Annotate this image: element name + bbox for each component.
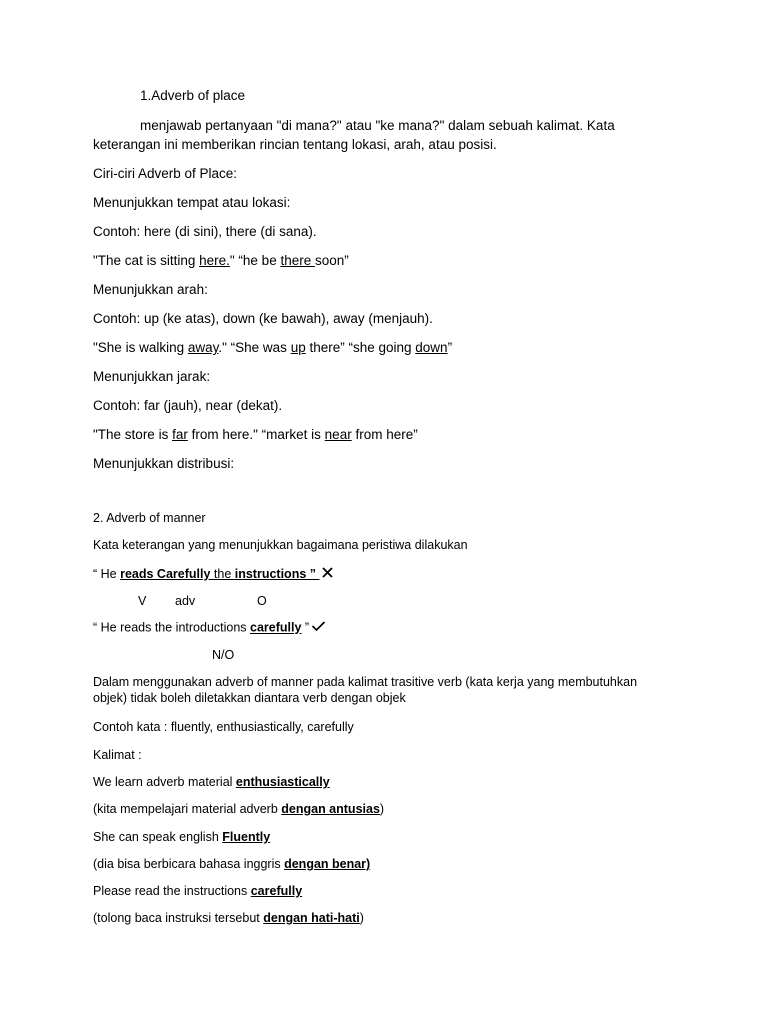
- arah-ex-part: there” “she going: [305, 340, 416, 355]
- section1-intro-line2: keterangan ini memberikan rincian tentang lokasi, arah, atau posisi.: [93, 137, 497, 152]
- wrong-ex-part: “ He: [93, 567, 121, 582]
- arah-ex-keyword-away: away: [187, 340, 219, 355]
- cross-mark-icon: [321, 566, 334, 584]
- distribusi-heading: Menunjukkan distribusi:: [93, 456, 235, 471]
- section2-title: 2. Adverb of manner: [93, 511, 206, 525]
- sentence-text: (dia bisa berbicara bahasa inggris: [93, 857, 285, 871]
- lokasi-ex-keyword-there: there: [280, 253, 315, 268]
- right-ex-carefully: carefully: [250, 620, 302, 635]
- lokasi-ex-keyword-here: here.: [199, 253, 230, 268]
- arah-ex-keyword-up: up: [290, 340, 306, 355]
- arah-heading: Menunjukkan arah:: [93, 282, 208, 297]
- sentence-line: [93, 830, 270, 846]
- jarak-ex-keyword-near: near: [324, 427, 352, 442]
- sentence-text: (kita mempelajari material adverb: [93, 802, 282, 816]
- sentence-text: She can speak english: [93, 830, 223, 844]
- arah-contoh: Contoh: up (ke atas), down (ke bawah), away (menjauh).: [93, 311, 433, 326]
- sentence-text: We learn adverb material: [93, 775, 236, 789]
- sentence-line: [93, 775, 330, 791]
- arah-ex-part: "She is walking: [93, 340, 188, 355]
- arah-ex-keyword-down: down: [415, 340, 448, 355]
- label-no: N/O: [212, 648, 235, 662]
- sentence-emphasis: dengan benar): [284, 857, 371, 871]
- sentence-emphasis: dengan hati-hati: [263, 911, 360, 925]
- section2-desc: Kata keterangan yang menunjukkan bagaimana peristiwa dilakukan: [93, 538, 468, 552]
- sentence-line: [93, 911, 364, 927]
- wrong-ex-the: the: [213, 567, 235, 582]
- sentence-text: ): [359, 911, 364, 925]
- label-object: O: [257, 594, 267, 608]
- rule-paragraph: Dalam menggunakan adverb of manner pada kalimat trasitive verb (kata kerja yang membutuhkan objek) tidak boleh diletakkan diantara verb dengan objek: [93, 675, 638, 705]
- right-ex-part: ”: [301, 620, 310, 635]
- jarak-ex-part: from here." “market is: [187, 427, 325, 442]
- lokasi-contoh: Contoh: here (di sini), there (di sana).: [93, 224, 317, 239]
- contoh-kata: Contoh kata : fluently, enthusiastically, carefully: [93, 720, 354, 734]
- sentence-emphasis: Fluently: [222, 830, 271, 844]
- wrong-example: [93, 566, 334, 584]
- jarak-example: [93, 427, 418, 444]
- arah-example: [93, 340, 452, 357]
- arah-ex-part: ." “She was: [218, 340, 291, 355]
- label-verb: V: [138, 594, 147, 608]
- jarak-ex-part: from here”: [351, 427, 418, 442]
- sentence-text: Please read the instructions: [93, 884, 251, 898]
- sentence-emphasis: enthusiastically: [235, 775, 330, 789]
- lokasi-ex-part: "The cat is sitting: [93, 253, 200, 268]
- sentence-line: [93, 884, 302, 900]
- sentence-text: ): [379, 802, 385, 816]
- wrong-ex-instructions: instructions ”: [234, 567, 320, 582]
- label-adverb: adv: [175, 594, 196, 608]
- lokasi-example: [93, 253, 349, 270]
- jarak-heading: Menunjukkan jarak:: [93, 369, 211, 384]
- arah-ex-part: ”: [447, 340, 453, 355]
- jarak-contoh: Contoh: far (jauh), near (dekat).: [93, 398, 283, 413]
- lokasi-heading: Menunjukkan tempat atau lokasi:: [93, 195, 291, 210]
- lokasi-ex-part: " “he be: [229, 253, 281, 268]
- sentence-text: (tolong baca instruksi tersebut: [93, 911, 264, 925]
- section1-intro-line1: menjawab pertanyaan "di mana?" atau "ke mana?" dalam sebuah kalimat. Kata: [140, 118, 615, 133]
- lokasi-ex-part: soon”: [314, 253, 349, 268]
- section1-title: 1.Adverb of place: [140, 88, 246, 103]
- check-mark-icon: [311, 620, 326, 637]
- sentence-line: [93, 857, 370, 873]
- right-ex-part: “ He reads the introductions: [93, 620, 251, 635]
- jarak-ex-keyword-far: far: [172, 427, 188, 442]
- wrong-ex-reads-carefully: reads Carefully: [120, 567, 214, 582]
- sentence-line: [93, 802, 384, 818]
- sentence-emphasis: carefully: [250, 884, 303, 898]
- sentence-emphasis: dengan antusias: [281, 802, 380, 816]
- jarak-ex-part: "The store is: [93, 427, 173, 442]
- ciri-heading: Ciri-ciri Adverb of Place:: [93, 166, 238, 181]
- right-example: [93, 620, 326, 637]
- kalimat-heading: Kalimat :: [93, 748, 142, 762]
